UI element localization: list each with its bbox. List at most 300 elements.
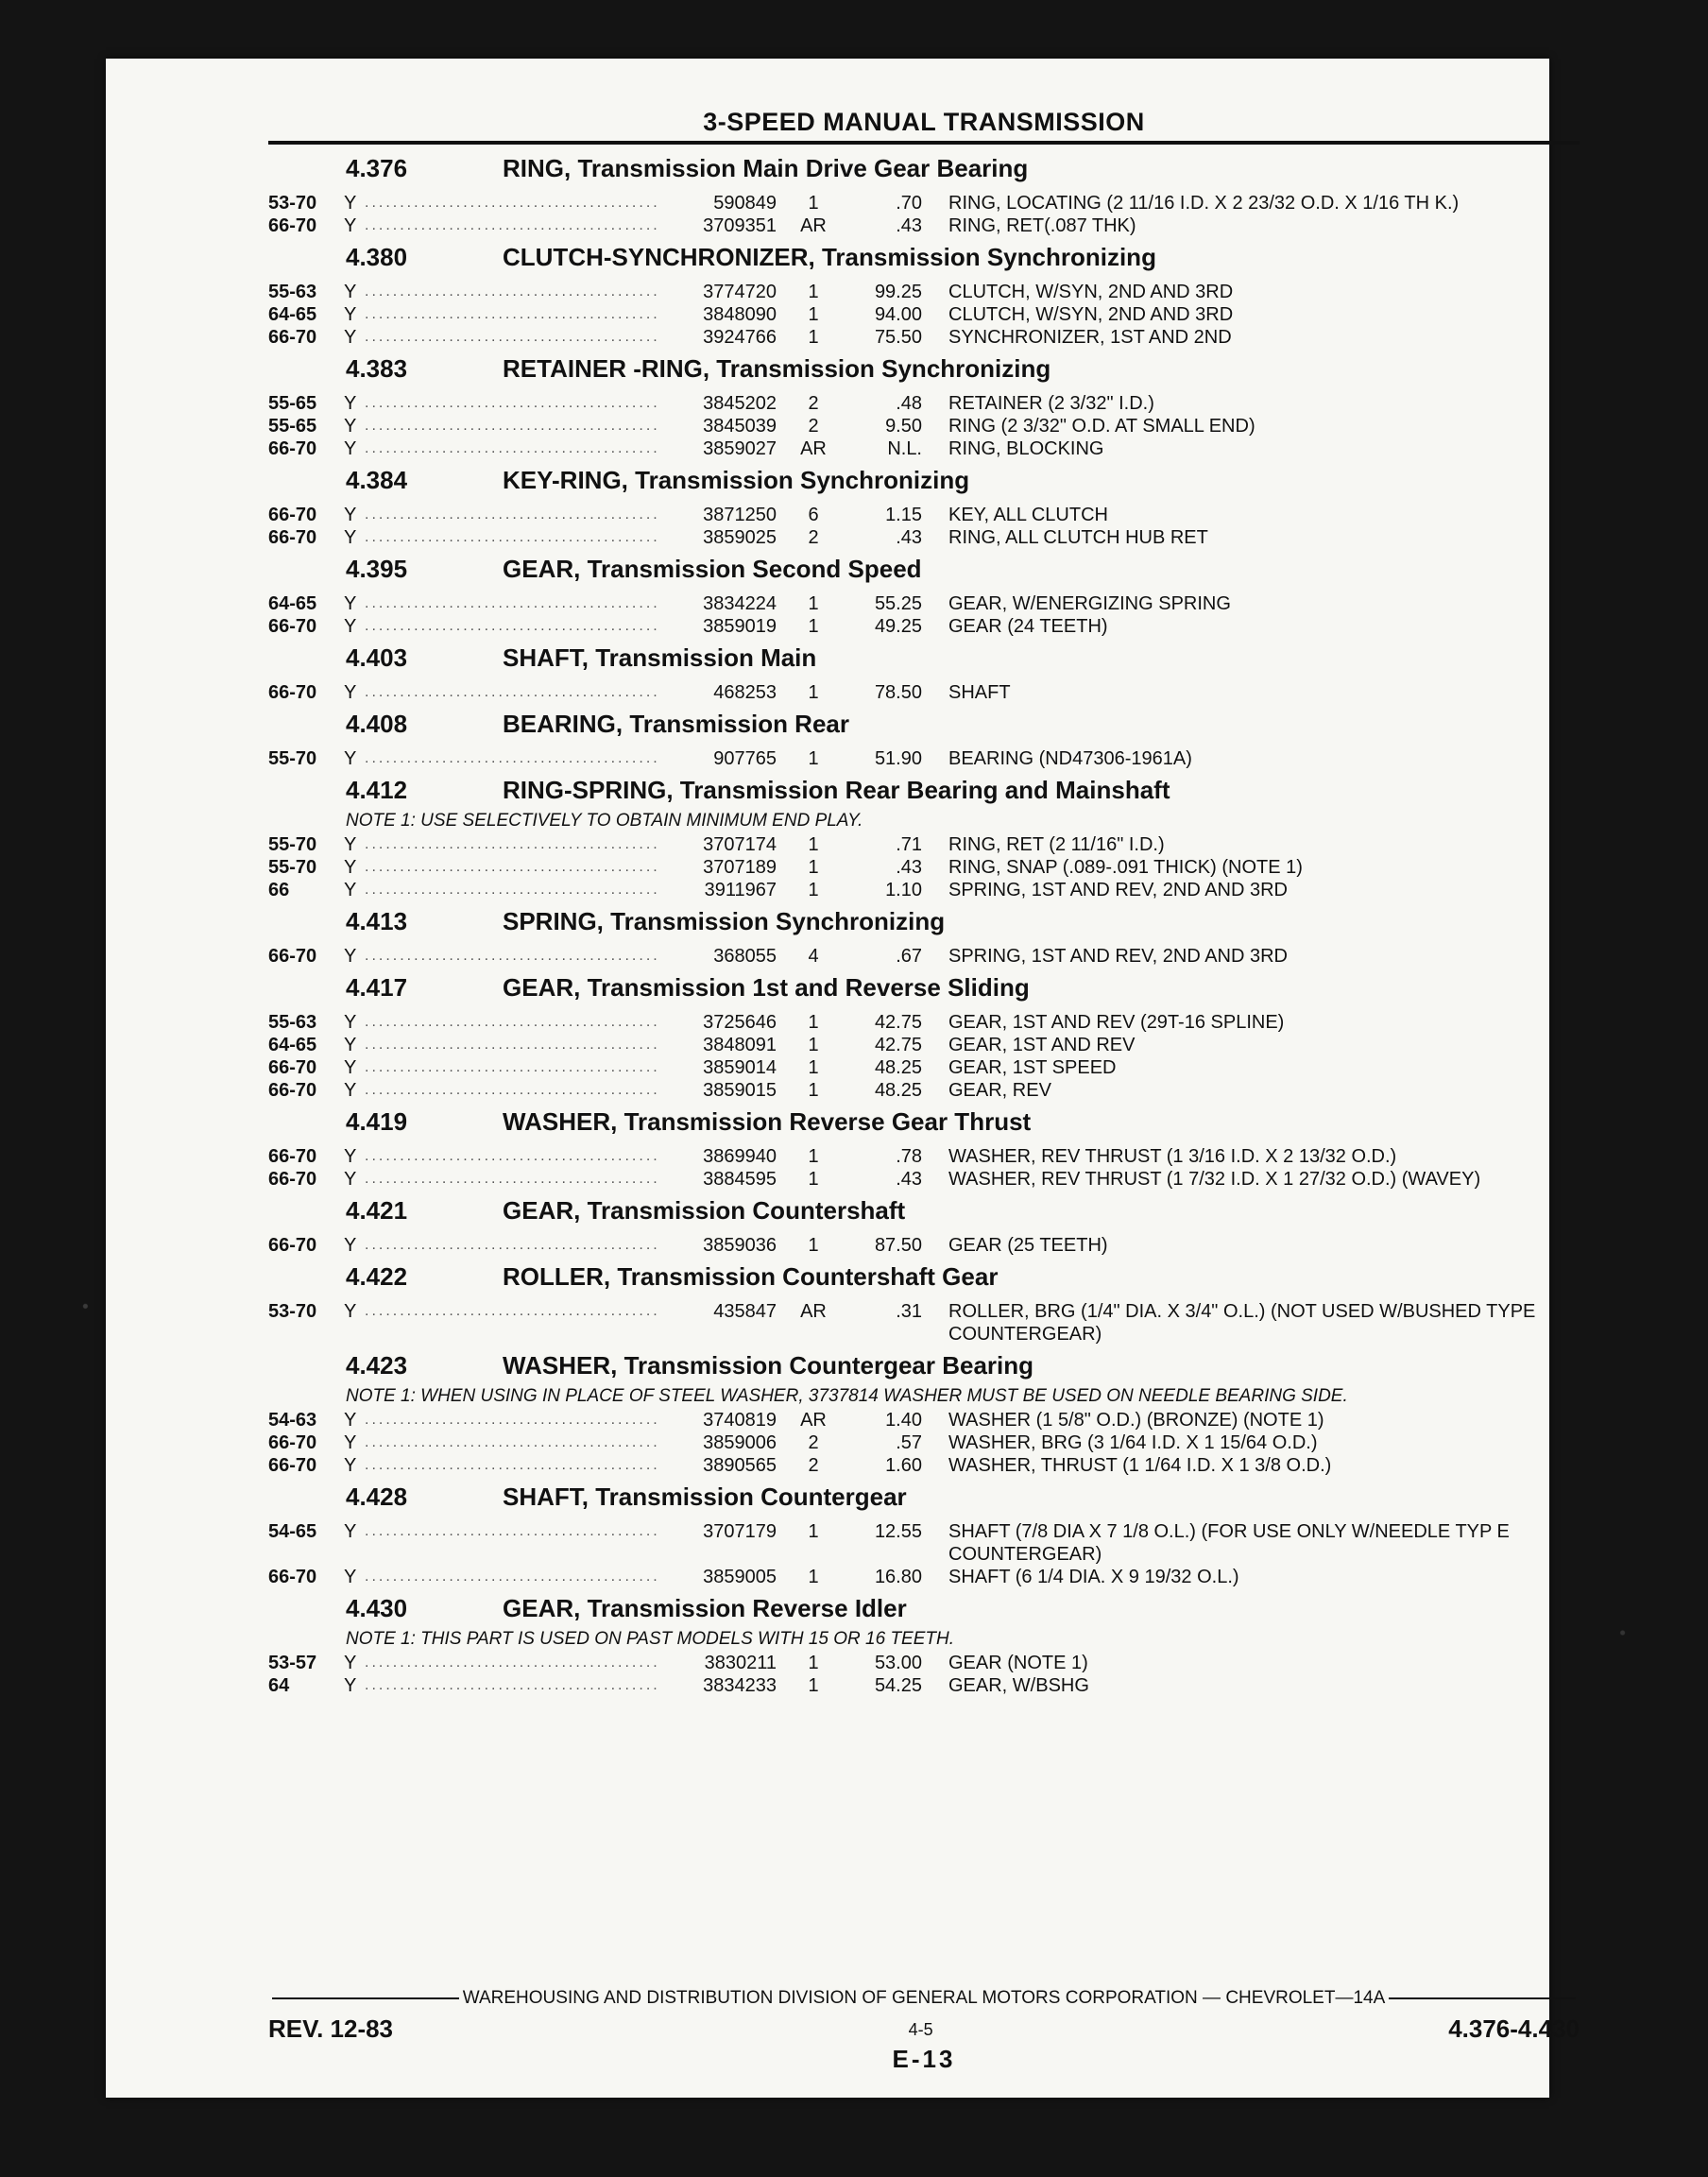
model-years: 64-65 [268, 1035, 317, 1055]
section-header [268, 243, 1580, 281]
quantity: 1 [808, 1169, 819, 1190]
part-description: WASHER (1 5/8" O.D.) (BRONZE) (NOTE 1) [948, 1410, 1324, 1431]
part-row [268, 1079, 1580, 1102]
model-years: 55-63 [268, 1012, 317, 1033]
part-row [268, 681, 1580, 704]
price: 42.75 [874, 1035, 922, 1055]
dot-leader [365, 1034, 658, 1056]
part-description: GEAR, 1ST AND REV [948, 1035, 1136, 1055]
part-description: RING, RET (2 11/16" I.D.) [948, 834, 1165, 855]
model-years: 53-70 [268, 193, 317, 214]
price: .43 [896, 215, 922, 236]
quantity: 1 [808, 193, 819, 214]
model-years: 64-65 [268, 304, 317, 325]
price: 55.25 [874, 593, 922, 614]
price: 99.25 [874, 282, 922, 302]
section-title: CLUTCH-SYNCHRONIZER, Transmission Synchronizing [503, 243, 1156, 271]
price: 49.25 [874, 616, 922, 637]
part-description: GEAR, 1ST AND REV (29T-16 SPLINE) [948, 1012, 1285, 1033]
price: 1.40 [885, 1410, 922, 1431]
parts-section [268, 243, 1580, 349]
parts-section [268, 555, 1580, 638]
part-number: 3707189 [703, 857, 777, 878]
part-number: 3830211 [704, 1653, 777, 1673]
part-row [268, 1520, 1580, 1566]
part-number: 590849 [713, 193, 777, 214]
part-number: 3848090 [703, 304, 777, 325]
part-number: 3774720 [703, 282, 777, 302]
y-flag: Y [344, 880, 357, 900]
price: .70 [896, 193, 922, 214]
model-years: 66-70 [268, 505, 317, 525]
price: .71 [896, 834, 922, 855]
quantity: 2 [808, 1432, 819, 1453]
model-years: 55-63 [268, 282, 317, 302]
footer-division: WAREHOUSING AND DISTRIBUTION DIVISION OF GENERAL MOTORS CORPORATION — CHEVROLET—14A [462, 1988, 1386, 2008]
part-row [268, 1011, 1580, 1034]
price: .67 [896, 946, 922, 967]
dot-leader [365, 214, 658, 237]
section-number: 4.419 [346, 1107, 408, 1136]
quantity: AR [800, 438, 827, 459]
price: 9.50 [885, 416, 922, 437]
parts-section [268, 466, 1580, 549]
dot-leader [365, 1145, 658, 1168]
y-flag: Y [344, 1169, 357, 1190]
dot-leader [365, 1168, 658, 1191]
part-number: 3740819 [703, 1410, 777, 1431]
page-title: 3-SPEED MANUAL TRANSMISSION [268, 108, 1580, 145]
quantity: 1 [808, 1235, 819, 1256]
part-number: 3884595 [703, 1169, 777, 1190]
section-title: GEAR, Transmission Countershaft [503, 1196, 906, 1225]
section-number: 4.430 [346, 1594, 408, 1622]
catalog-content [268, 108, 1580, 1703]
section-header [268, 907, 1580, 945]
model-years: 66-70 [268, 1567, 317, 1587]
y-flag: Y [344, 282, 357, 302]
part-number: 3859015 [703, 1080, 777, 1101]
model-years: 55-65 [268, 393, 317, 414]
quantity: 6 [808, 505, 819, 525]
quantity: 2 [808, 416, 819, 437]
part-row [268, 1034, 1580, 1056]
y-flag: Y [344, 1567, 357, 1587]
price: .43 [896, 857, 922, 878]
section-header [268, 466, 1580, 504]
part-row [268, 1674, 1580, 1697]
y-flag: Y [344, 193, 357, 214]
section-title: RING, Transmission Main Drive Gear Bearing [503, 154, 1029, 182]
dot-leader [365, 856, 658, 879]
dot-leader [365, 504, 658, 526]
footer-code: E-13 [892, 2045, 956, 2073]
part-description: WASHER, REV THRUST (1 7/32 I.D. X 1 27/32 O.D.) (WAVEY) [948, 1169, 1481, 1190]
part-description: GEAR (25 TEETH) [948, 1235, 1108, 1256]
y-flag: Y [344, 1455, 357, 1476]
section-header [268, 154, 1580, 192]
y-flag: Y [344, 1080, 357, 1101]
parts-section [268, 1107, 1580, 1191]
parts-section [268, 776, 1580, 901]
section-number: 4.380 [346, 243, 408, 271]
part-number: 3924766 [703, 327, 777, 348]
dot-leader [365, 833, 658, 856]
price: 51.90 [874, 748, 922, 769]
part-row [268, 1234, 1580, 1257]
model-years: 66 [268, 880, 290, 900]
y-flag: Y [344, 438, 357, 459]
part-description: GEAR, REV [948, 1080, 1051, 1101]
part-row [268, 1145, 1580, 1168]
quantity: 2 [808, 1455, 819, 1476]
part-number: 3859005 [703, 1567, 777, 1587]
price: 1.15 [885, 505, 922, 525]
parts-section [268, 154, 1580, 237]
part-description: ROLLER, BRG (1/4" DIA. X 3/4" O.L.) (NOT USED W/BUSHED TYPE COUNTERGEAR) [948, 1301, 1536, 1345]
quantity: 2 [808, 527, 819, 548]
quantity: 1 [808, 1567, 819, 1587]
section-number: 4.412 [346, 776, 408, 804]
part-number: 3709351 [703, 215, 777, 236]
quantity: 4 [808, 946, 819, 967]
part-description: KEY, ALL CLUTCH [948, 505, 1108, 525]
part-description: CLUTCH, W/SYN, 2ND AND 3RD [948, 304, 1234, 325]
section-title: GEAR, Transmission 1st and Reverse Sliding [503, 973, 1030, 1002]
section-title: WASHER, Transmission Reverse Gear Thrust [503, 1107, 1032, 1136]
part-number: 3859036 [703, 1235, 777, 1256]
dot-leader [365, 747, 658, 770]
section-note: NOTE 1: USE SELECTIVELY TO OBTAIN MINIMUM END PLAY. [346, 811, 863, 831]
parts-section [268, 907, 1580, 968]
section-header [268, 1107, 1580, 1145]
model-years: 66-70 [268, 527, 317, 548]
dot-leader [365, 1520, 658, 1543]
y-flag: Y [344, 1301, 357, 1322]
quantity: AR [800, 1410, 827, 1431]
price: N.L. [887, 438, 922, 459]
section-title: ROLLER, Transmission Countershaft Gear [503, 1262, 999, 1291]
quantity: 1 [808, 1675, 819, 1696]
y-flag: Y [344, 327, 357, 348]
price: .43 [896, 527, 922, 548]
section-title: GEAR, Transmission Second Speed [503, 555, 922, 583]
model-years: 55-70 [268, 857, 317, 878]
part-row [268, 303, 1580, 326]
part-description: GEAR, W/BSHG [948, 1675, 1089, 1696]
y-flag: Y [344, 1057, 357, 1078]
section-title: RETAINER -RING, Transmission Synchronizing [503, 354, 1051, 383]
part-description: RING, SNAP (.089-.091 THICK) (NOTE 1) [948, 857, 1303, 878]
part-row [268, 281, 1580, 303]
quantity: 1 [808, 593, 819, 614]
part-number: 435847 [713, 1301, 777, 1322]
price: 1.60 [885, 1455, 922, 1476]
price: 87.50 [874, 1235, 922, 1256]
part-description: SHAFT (7/8 DIA X 7 1/8 O.L.) (FOR USE ONLY W/NEEDLE TYP E COUNTERGEAR) [948, 1521, 1510, 1565]
dot-leader [365, 1079, 658, 1102]
model-years: 66-70 [268, 1455, 317, 1476]
quantity: 1 [808, 327, 819, 348]
section-number: 4.376 [346, 154, 408, 182]
dot-leader [365, 1234, 658, 1257]
catalog-page [106, 59, 1580, 2098]
section-title: SHAFT, Transmission Main [503, 643, 817, 672]
quantity: 1 [808, 748, 819, 769]
price: 48.25 [874, 1057, 922, 1078]
dot-leader [365, 615, 658, 638]
part-row [268, 1431, 1580, 1454]
section-number: 4.423 [346, 1351, 408, 1380]
y-flag: Y [344, 1432, 357, 1453]
dot-leader [365, 1652, 658, 1674]
dot-leader [365, 945, 658, 968]
model-years: 66-70 [268, 215, 317, 236]
price: 42.75 [874, 1012, 922, 1033]
model-years: 66-70 [268, 1146, 317, 1167]
section-number: 4.408 [346, 710, 408, 738]
part-number: 3869940 [703, 1146, 777, 1167]
part-description: RING, ALL CLUTCH HUB RET [948, 527, 1208, 548]
section-header [268, 1594, 1580, 1632]
price: 48.25 [874, 1080, 922, 1101]
part-row [268, 504, 1580, 526]
model-years: 66-70 [268, 438, 317, 459]
section-title: RING-SPRING, Transmission Rear Bearing and Mainshaft [503, 776, 1170, 804]
part-description: BEARING (ND47306-1961A) [948, 748, 1192, 769]
footer-rule-right [1389, 1997, 1576, 1999]
part-description: RING, RET(.087 THK) [948, 215, 1136, 236]
quantity: 1 [808, 1653, 819, 1673]
part-row [268, 615, 1580, 638]
y-flag: Y [344, 1012, 357, 1033]
price: .31 [896, 1301, 922, 1322]
footer-bottom [268, 2014, 1580, 2044]
part-row [268, 1168, 1580, 1191]
y-flag: Y [344, 1521, 357, 1542]
dot-leader [365, 1454, 658, 1477]
part-row [268, 415, 1580, 437]
y-flag: Y [344, 527, 357, 548]
dot-leader [365, 1409, 658, 1431]
dot-leader [365, 303, 658, 326]
price: .57 [896, 1432, 922, 1453]
section-header [268, 1262, 1580, 1300]
quantity: AR [800, 1301, 827, 1322]
part-row [268, 833, 1580, 856]
model-years: 66-70 [268, 1080, 317, 1101]
section-header [268, 973, 1580, 1011]
section-number: 4.413 [346, 907, 408, 935]
part-description: SHAFT [948, 682, 1011, 703]
part-number: 3859025 [703, 527, 777, 548]
price: 78.50 [874, 682, 922, 703]
model-years: 55-65 [268, 416, 317, 437]
price: 53.00 [874, 1653, 922, 1673]
part-row [268, 1454, 1580, 1477]
quantity: 1 [808, 1521, 819, 1542]
model-years: 66-70 [268, 1432, 317, 1453]
price: .43 [896, 1169, 922, 1190]
part-description: RING (2 3/32" O.D. AT SMALL END) [948, 416, 1255, 437]
part-row [268, 879, 1580, 901]
part-number: 3859014 [703, 1057, 777, 1078]
part-description: SPRING, 1ST AND REV, 2ND AND 3RD [948, 946, 1289, 967]
quantity: 1 [808, 282, 819, 302]
section-header [268, 1483, 1580, 1520]
section-title: GEAR, Transmission Reverse Idler [503, 1594, 907, 1622]
quantity: 1 [808, 682, 819, 703]
quantity: 1 [808, 880, 819, 900]
y-flag: Y [344, 593, 357, 614]
part-row [268, 592, 1580, 615]
quantity: 1 [808, 616, 819, 637]
quantity: 1 [808, 304, 819, 325]
quantity: 1 [808, 1146, 819, 1167]
dot-leader [365, 1056, 658, 1079]
part-number: 3859027 [703, 438, 777, 459]
part-number: 3725646 [703, 1012, 777, 1033]
section-number: 4.421 [346, 1196, 408, 1225]
y-flag: Y [344, 682, 357, 703]
model-years: 66-70 [268, 1235, 317, 1256]
parts-section [268, 973, 1580, 1102]
footer-revision: REV. 12-83 [268, 2014, 394, 2043]
part-row [268, 1300, 1580, 1346]
dot-leader [365, 592, 658, 615]
part-description: SHAFT (6 1/4 DIA. X 9 19/32 O.L.) [948, 1567, 1239, 1587]
part-row [268, 1409, 1580, 1431]
dot-leader [365, 415, 658, 437]
price: .48 [896, 393, 922, 414]
part-number: 468253 [713, 682, 777, 703]
y-flag: Y [344, 1035, 357, 1055]
model-years: 66-70 [268, 682, 317, 703]
section-number: 4.422 [346, 1262, 408, 1291]
model-years: 55-70 [268, 748, 317, 769]
dot-leader [365, 681, 658, 704]
section-number: 4.395 [346, 555, 408, 583]
y-flag: Y [344, 1235, 357, 1256]
section-number: 4.403 [346, 643, 408, 672]
part-number: 3834224 [703, 593, 777, 614]
part-row [268, 856, 1580, 879]
part-number: 3911967 [704, 880, 777, 900]
dot-leader [365, 281, 658, 303]
part-number: 3859019 [703, 616, 777, 637]
part-description: SPRING, 1ST AND REV, 2ND AND 3RD [948, 880, 1289, 900]
part-description: GEAR, W/ENERGIZING SPRING [948, 593, 1231, 614]
dot-leader [365, 326, 658, 349]
footer-range: 4.376-4.430 [1448, 2014, 1580, 2043]
part-number: 3845202 [703, 393, 777, 414]
y-flag: Y [344, 304, 357, 325]
part-number: 3871250 [703, 505, 777, 525]
parts-section [268, 1351, 1580, 1477]
quantity: 1 [808, 1035, 819, 1055]
dot-leader [365, 192, 658, 214]
y-flag: Y [344, 834, 357, 855]
part-row [268, 747, 1580, 770]
price: .78 [896, 1146, 922, 1167]
parts-section [268, 1594, 1580, 1697]
part-description: GEAR, 1ST SPEED [948, 1057, 1117, 1078]
y-flag: Y [344, 215, 357, 236]
part-description: WASHER, REV THRUST (1 3/16 I.D. X 2 13/32 O.D.) [948, 1146, 1397, 1167]
y-flag: Y [344, 946, 357, 967]
y-flag: Y [344, 748, 357, 769]
part-row [268, 945, 1580, 968]
section-number: 4.428 [346, 1483, 408, 1511]
part-row [268, 192, 1580, 214]
model-years: 54-63 [268, 1410, 317, 1431]
part-row [268, 392, 1580, 415]
model-years: 66-70 [268, 327, 317, 348]
section-note: NOTE 1: WHEN USING IN PLACE OF STEEL WASHER, 3737814 WASHER MUST BE USED ON NEEDLE BEARING SIDE. [346, 1386, 1348, 1406]
section-number: 4.384 [346, 466, 408, 494]
model-years: 66-70 [268, 616, 317, 637]
quantity: AR [800, 215, 827, 236]
parts-section [268, 710, 1580, 770]
parts-section [268, 354, 1580, 460]
model-years: 66-70 [268, 1169, 317, 1190]
section-note: NOTE 1: THIS PART IS USED ON PAST MODELS WITH 15 OR 16 TEETH. [346, 1629, 955, 1649]
part-row [268, 526, 1580, 549]
price: 1.10 [885, 880, 922, 900]
part-number: 3848091 [703, 1035, 777, 1055]
model-years: 53-70 [268, 1301, 317, 1322]
section-header [268, 555, 1580, 592]
quantity: 1 [808, 1057, 819, 1078]
parts-section [268, 643, 1580, 704]
model-years: 64-65 [268, 593, 317, 614]
section-header [268, 710, 1580, 747]
section-header [268, 643, 1580, 681]
section-title: WASHER, Transmission Countergear Bearing [503, 1351, 1034, 1380]
section-header [268, 1351, 1580, 1389]
price: 16.80 [874, 1567, 922, 1587]
dot-leader [365, 1431, 658, 1454]
part-description: SYNCHRONIZER, 1ST AND 2ND [948, 327, 1232, 348]
part-row [268, 1056, 1580, 1079]
model-years: 53-57 [268, 1653, 317, 1673]
part-row [268, 1566, 1580, 1588]
dot-leader [365, 437, 658, 460]
y-flag: Y [344, 1410, 357, 1431]
y-flag: Y [344, 1146, 357, 1167]
section-header [268, 354, 1580, 392]
parts-section [268, 1196, 1580, 1257]
model-years: 64 [268, 1675, 290, 1696]
part-row [268, 326, 1580, 349]
price: 12.55 [874, 1521, 922, 1542]
section-number: 4.383 [346, 354, 408, 383]
part-description: WASHER, BRG (3 1/64 I.D. X 1 15/64 O.D.) [948, 1432, 1318, 1453]
part-number: 3859006 [703, 1432, 777, 1453]
part-description: RETAINER (2 3/32" I.D.) [948, 393, 1154, 414]
part-description: GEAR (24 TEETH) [948, 616, 1108, 637]
sections-container [268, 154, 1580, 1697]
dot-leader [365, 1566, 658, 1588]
part-number: 907765 [713, 748, 777, 769]
dot-leader [365, 879, 658, 901]
y-flag: Y [344, 1675, 357, 1696]
section-title: KEY-RING, Transmission Synchronizing [503, 466, 970, 494]
section-header [268, 1196, 1580, 1234]
price: 54.25 [874, 1675, 922, 1696]
y-flag: Y [344, 1653, 357, 1673]
y-flag: Y [344, 416, 357, 437]
